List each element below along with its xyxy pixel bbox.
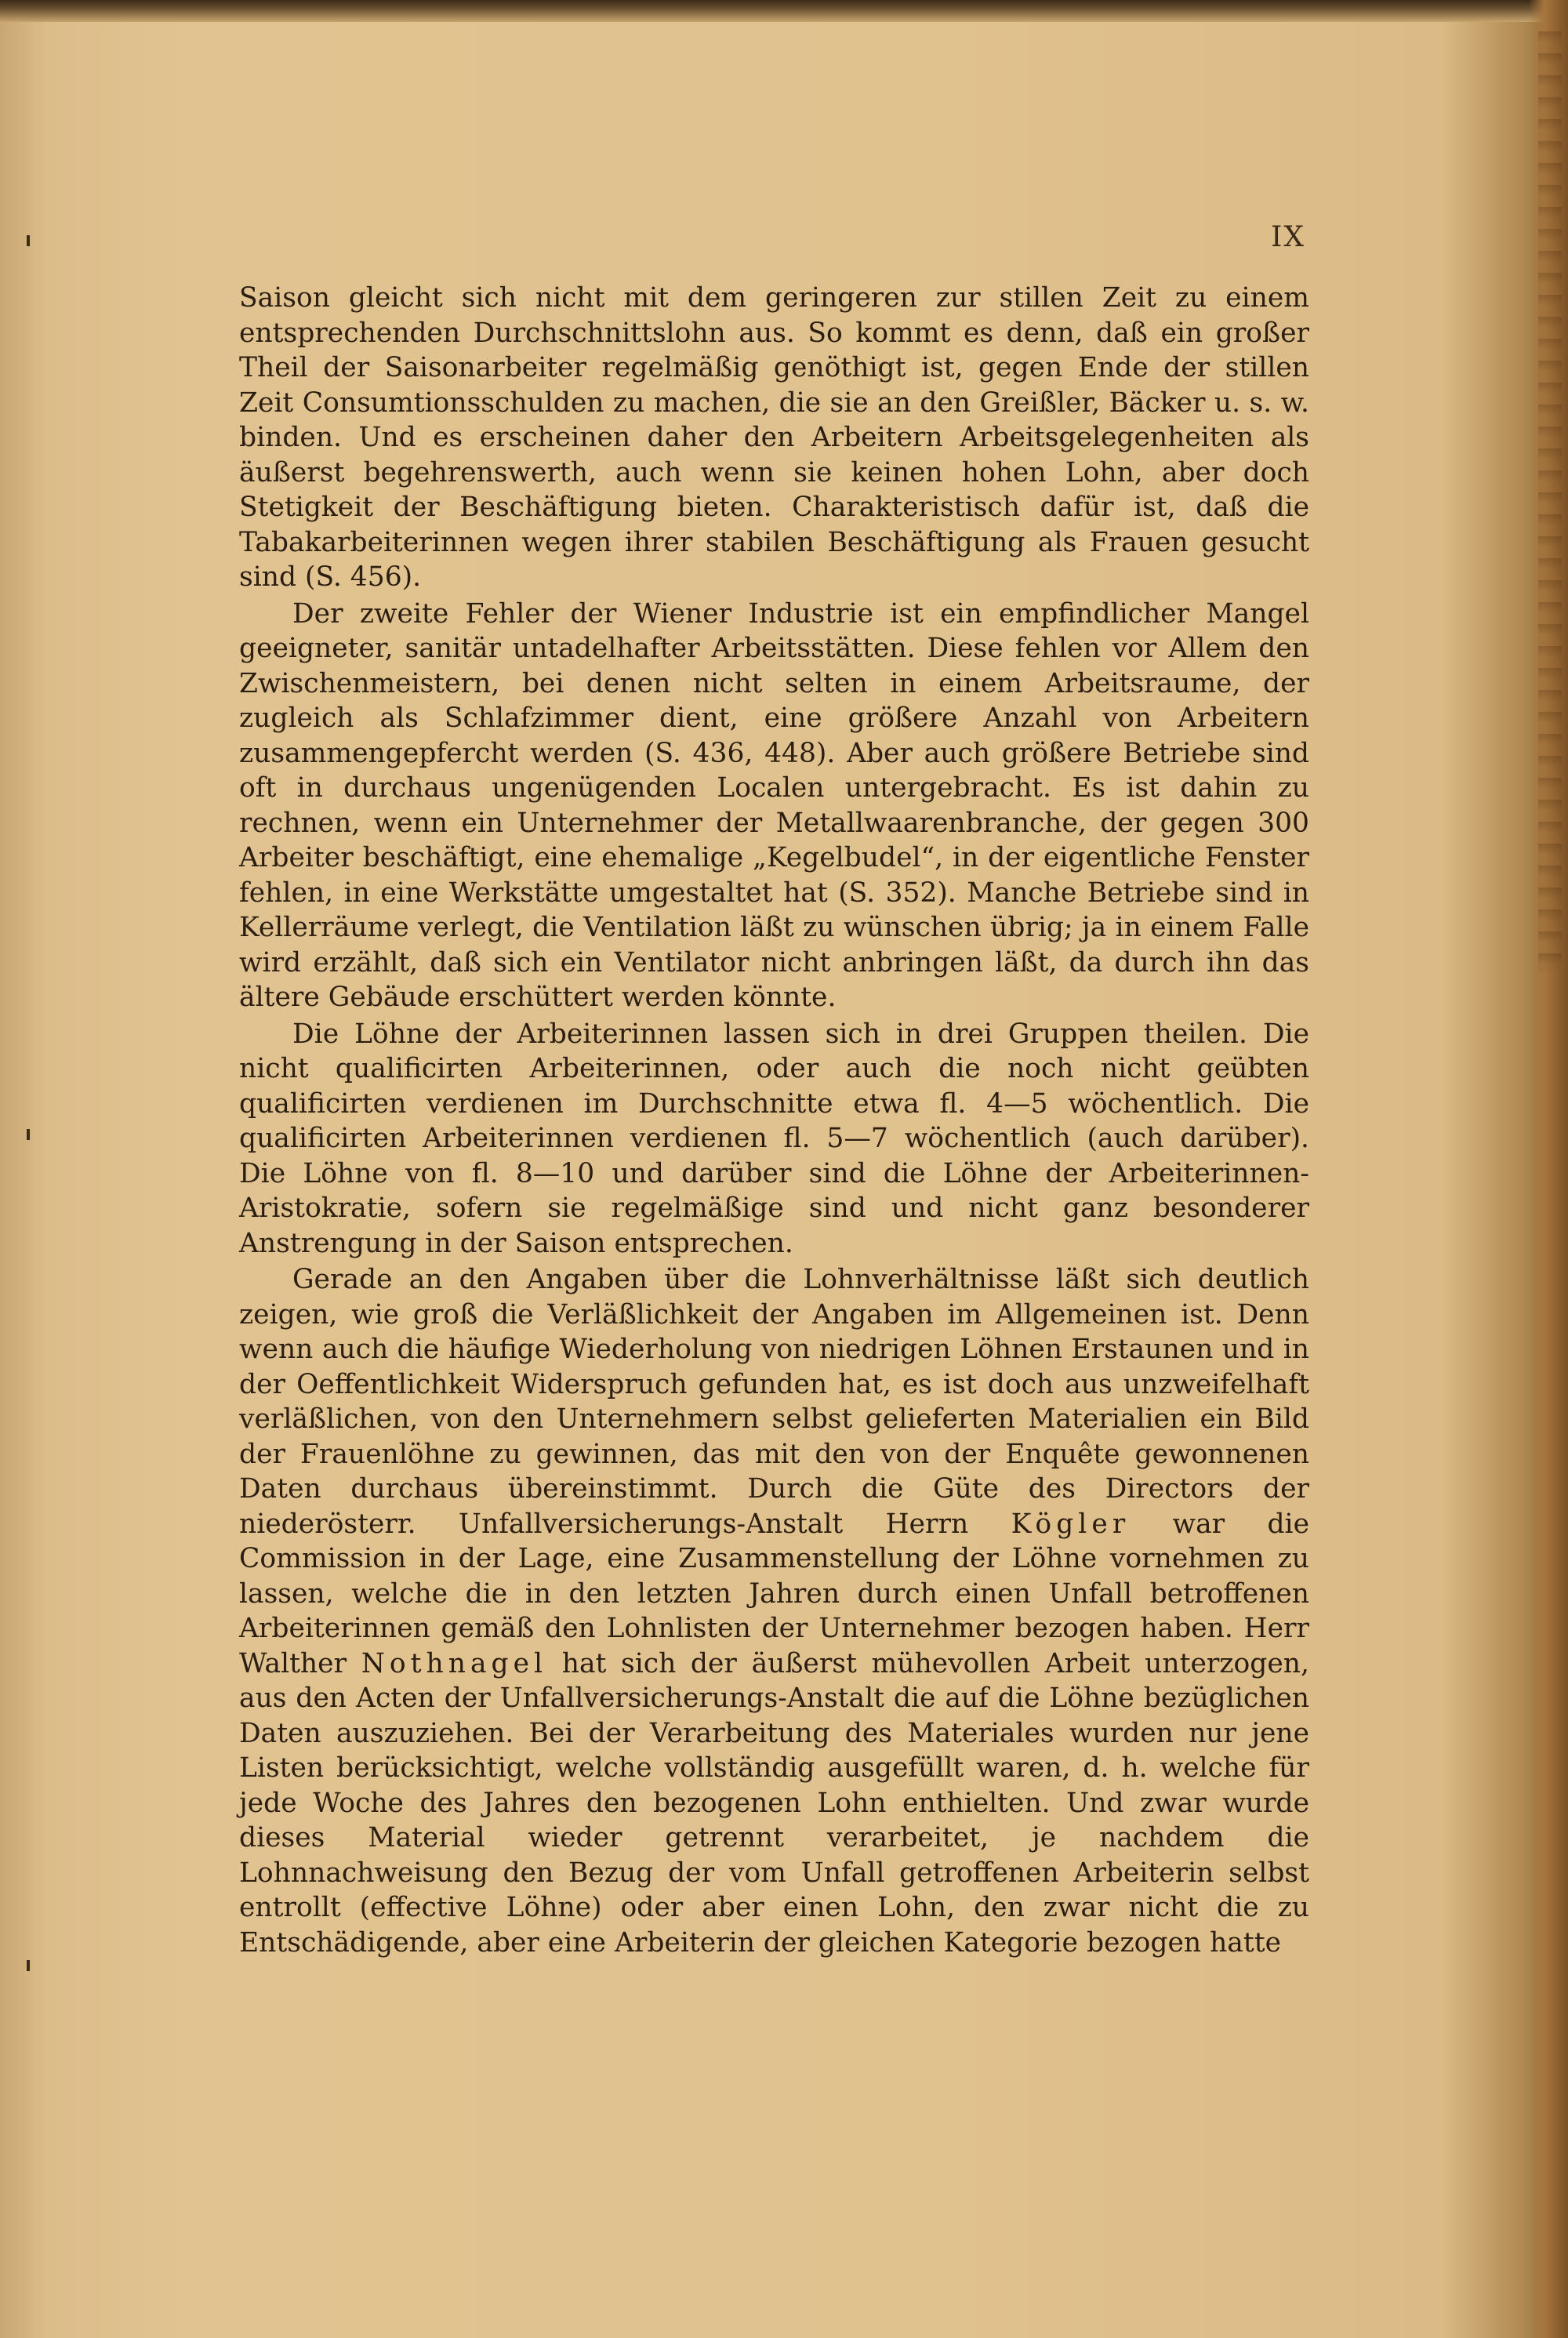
paragraph: Saison gleicht sich nicht mit dem geringeren zur stillen Zeit zu einem entsprechenden Durchschnittslohn aus. So kommt es denn, daß ein großer Theil der Saisonarbeiter regelmäßig genöthigt ist, gegen Ende der stillen Zeit Consumtionsschulden zu machen, die sie an den Greißler, Bäcker u. s. w. binden. Und es erscheinen daher den Arbeitern Arbeitsgelegenheiten als äußerst begehrenswerth, auch wenn sie keinen hohen Lohn, aber doch Stetigkeit der Beschäftigung bieten. Charakteristisch dafür ist, daß die Tabakarbeiterinnen wegen ihrer stabilen Beschäftigung als Frauen gesucht sind (S. 456). bbox=[239, 282, 1309, 593]
paragraph bbox=[239, 1262, 1309, 1960]
paragraph-text: war die Commission in der Lage, eine Zusammenstellung der Löhne vornehmen zu lassen, welche die in den letzten Jahren durch einen Unfall betroffenen Arbeiterinnen gemäß den Lohnlisten der Unternehmer bezogen haben. Herr Walther bbox=[239, 1508, 1309, 1679]
paragraph-text: hat sich der äußerst mühevollen Arbeit unterzogen, aus den Acten der Unfallversicherungs-Anstalt die auf die Löhne bezüglichen Daten auszuziehen. Bei der Verarbeitung des Materiales wurden nur jene Listen berücksichtigt, welche vollständig ausgefüllt waren, d. h. welche für jede Woche des Jahres den bezogenen Lohn enthielten. Und zwar wurde dieses Material wieder getrennt verarbeitet, je nachdem die Lohnnachweisung den Bezug der vom Unfall getroffenen Arbeiterin selbst entrollt (effective Löhne) oder aber einen Lohn, den zwar nicht die zu Entschädigende, aber eine Arbeiterin der gleichen Kategorie bezogen hatte bbox=[239, 1647, 1309, 1959]
paragraph: Die Löhne der Arbeiterinnen lassen sich in drei Gruppen theilen. Die nicht qualificirten Arbeiterinnen, oder auch die noch nicht geübten qualificirten verdienen im Durchschnitte etwa fl. 4—5 wöchentlich. Die qualificirten Arbeiterinnen verdienen fl. 5—7 wöchentlich (auch darüber). Die Löhne von fl. 8—10 und darüber sind die Löhne der Arbeiterinnen-Aristokratie, sofern sie regelmäßige sind und nicht ganz besonderer Anstrengung in der Saison entsprechen. bbox=[239, 1018, 1309, 1259]
margin-mark bbox=[27, 1960, 30, 1971]
margin-mark bbox=[27, 235, 30, 246]
person-name-koegler: Kögler bbox=[1011, 1508, 1131, 1540]
book-top-edge bbox=[0, 0, 1568, 22]
margin-mark bbox=[27, 1129, 30, 1140]
paragraph: Der zweite Fehler der Wiener Industrie ist ein empfindlicher Mangel geeigneter, sanitär untadelhafter Arbeitsstätten. Diese fehlen vor Allem den Zwischenmeistern, bei denen nicht selten in einem Arbeitsraume, der zugleich als Schlafzimmer dient, eine größere Anzahl von Arbeitern zusammengepfercht werden (S. 436, 448). Aber auch größere Betriebe sind oft in durchaus ungenügenden Localen untergebracht. Es ist dahin zu rechnen, wenn ein Unternehmer der Metallwaarenbranche, der gegen 300 Arbeiter beschäftigt, eine ehemalige „Kegelbudel“, in der eigentliche Fenster fehlen, in eine Werkstätte umgestaltet hat (S. 352). Manche Betriebe sind in Kellerräume verlegt, die Ventilation läßt zu wünschen übrig; ja in einem Falle wird erzählt, daß sich ein Ventilator nicht anbringen läßt, da durch ihn das ältere Gebäude erschüttert werden könnte. bbox=[239, 597, 1309, 1013]
paragraph-text: Gerade an den Angaben über die Lohnverhältnisse läßt sich deutlich zeigen, wie groß die Verläßlichkeit der Angaben im Allgemeinen ist. Denn wenn auch die häufige Wiederholung von niedrigen Löhnen Erstaunen und in der Oeffentlichkeit Widerspruch gefunden hat, es ist doch aus unzweifelhaft verläßlichen, von den Unternehmern selbst gelieferten Materialien ein Bild der Frauenlöhne zu gewinnen, das mit den von der Enquête gewonnenen Daten durchaus übereinstimmt. Durch die Güte des Directors der niederösterr. Unfallversicherungs-Anstalt Herrn bbox=[239, 1264, 1309, 1540]
paper-edge-texture bbox=[1538, 31, 1562, 972]
body-text bbox=[239, 281, 1309, 1962]
person-name-nothnagel: Nothnagel bbox=[361, 1647, 548, 1679]
page-number: IX bbox=[1271, 221, 1305, 253]
